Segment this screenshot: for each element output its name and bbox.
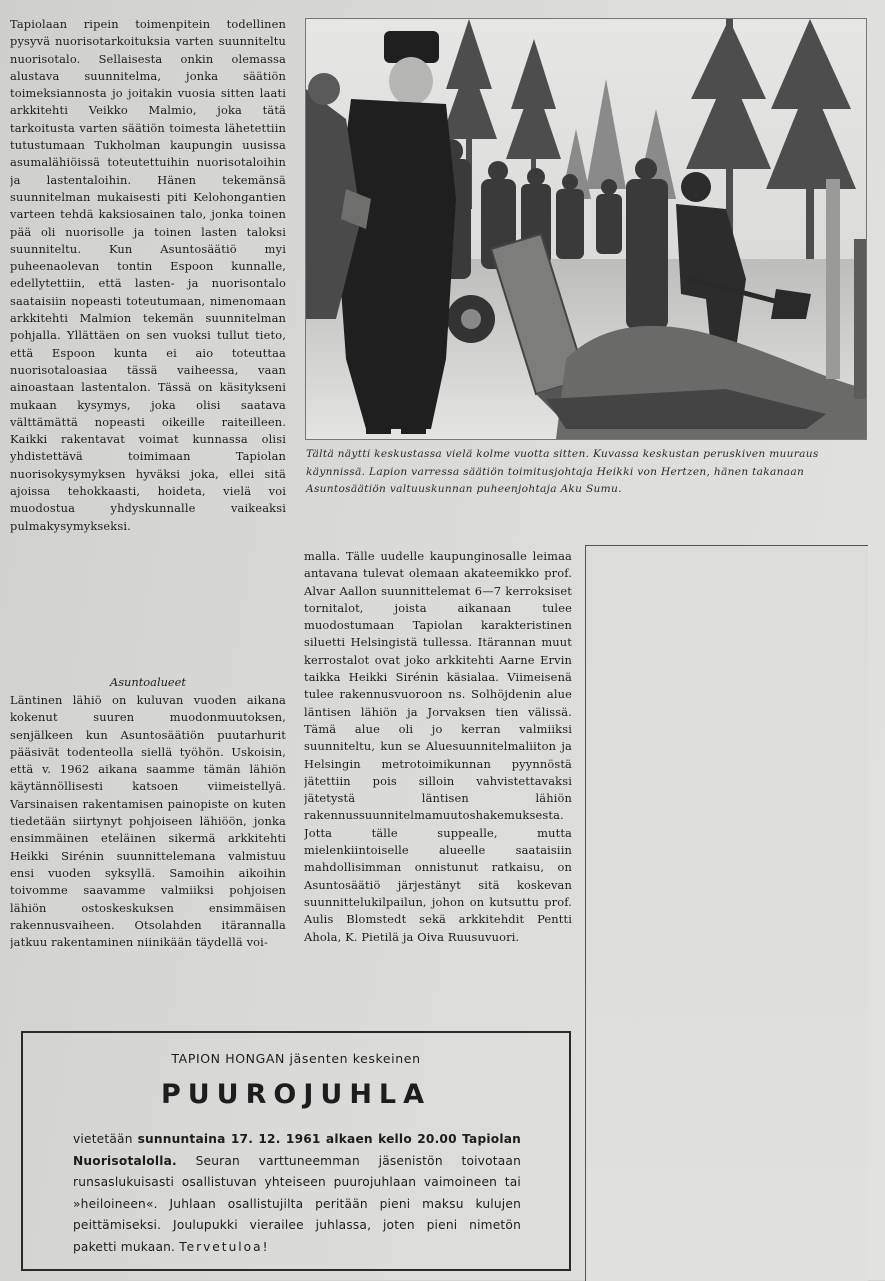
- announcement-closing: Tervetuloa!: [179, 1239, 270, 1254]
- blank-panel: [585, 545, 868, 1281]
- puurojuhla-announcement: [21, 1031, 571, 1271]
- announcement-date-place: sunnuntaina 17. 12. 1961 alkaen kello 20.00 Tapiolan Nuorisotalolla.: [73, 1132, 521, 1168]
- announcement-intro: vietetään: [73, 1132, 133, 1146]
- article-column-1-top: [10, 16, 286, 656]
- announcement-details: Seuran varttuneemman jäsenistön toivotaan runsaslukuisasti osallistuvan yhteiseen puurojuhlaan vaimoineen tai »heiloineen«. Juhlaan osallistujilta peritään pieni maksu kulujen peittämiseksi. Joulupukki vierailee juhlassa, joten pieni nimetön paketti mukaan.: [73, 1153, 521, 1254]
- announcement-subtitle: TAPION HONGAN jäsenten keskeinen: [171, 1051, 421, 1066]
- article-paragraph-continued: malla. Tälle uudelle kaupunginosalle leimaa antavana tulevat olemaan akateemikko prof. Alvar Aallon suunnittelemat 6—7 kerroksiset tornitalot, joista aikanaan tulee muodostumaan Tapiolan karakteristinen siluetti Helsingistä tullessa. Itärannan muut kerrostalot ovat joko arkkitehti Aarne Ervin taikka Heikki Sirénin käsialaa. Viimeisenä tulee rakennusvuoroon ns. Solhöjdenin alue läntisen lähiön ja Jorvaksen tien välissä. Tämä alue oli jo kerran valmiiksi suunniteltu, kun se Aluesuunnitelmaliiton ja Helsingin metrotoimikunnan pyynnöstä jätettiin pois silloin vahvistettavaksi jätetystä läntisen lähiön rakennussuunnitelmamuutoshakemuksesta. Jotta tälle suppealle, mutta mielenkiintoiselle alueelle saataisiin mahdollisimman onnistunut ratkaisu, on Asuntosäätiö järjestänyt sitä koskevan suunnittelukilpailun, johon on kutsuttu prof. Aulis Blomstedt sekä arkkitehdit Pentti Ahola, K. Pietilä ja Oiva Ruusuvuori.: [304, 549, 572, 944]
- announcement-body: [73, 1129, 521, 1259]
- article-paragraph-youth-house: Tapiolaan ripein toimenpitein todellinen pysyvä nuorisotarkoituksia varten suunniteltu nuorisotalo. Sellaisesta onkin olemassa alustava suunnitelma, jonka säätiön toimeksiannosta jo joitakin vuosia sitten laati arkkitehti Veikko Malmio, joka tätä tarkoitusta varten säätiön toimesta lähetettiin tutustumaan Tukholman kaupungin uusissa asumalähiöissä toteutettuihin nuorisotaloihin ja lastentaloihin. Hänen tekemänsä suunnitelman mukaisesti piti Kelohongantien varteen tehdä kaksiosainen talo, jonka toinen pää oli nuorisolle ja toinen lasten taloksi suunniteltu. Kun Asuntosäätiö myi puheenaolevan tontin Espoon kunnalle, edellytettiin, että lasten- ja nuorisontalo saataisiin nopeasti toteutumaan, nimenomaan arkkitehti Malmion tekemän suunnitelman pohjalla. Yllättäen on sen vuoksi tullut tieto, että Espoon kunta ei aio toteuttaa nuorisotaloasiaa tässä vaiheessa, vaan ainoastaan lastentalon. Tässä on käsitykseni mukaan kysymys, joka olisi saatava välttämättä nopeasti oikeille raiteilleen. Kaikki rakentavat voimat kunnassa olisi yhdistettävä toimimaan Tapiolan nuorisokysymyksen hyväksi joka, ellei sitä ajoissa tehokkaasti, hoideta, vielä voi muodostua yhdyskunnalle vaikeaksi pulmakysymykseksi.: [10, 17, 286, 533]
- article-column-1-bottom: [10, 692, 286, 1012]
- photo-caption: Tältä näytti keskustassa vielä kolme vuotta sitten. Kuvassa keskustan peruskiven muuraus käynnissä. Lapion varressa säätiön toimitusjohtaja Heikki von Hertzen, hänen takanaan Asuntosäätiön valtuuskunnan puheenjohtaja Aku Sumu.: [306, 448, 819, 495]
- section-subheading: Asuntoalueet: [109, 675, 186, 689]
- cornerstone-ceremony-photo: [305, 18, 867, 440]
- article-paragraph-residential-areas: Läntinen lähiö on kuluvan vuoden aikana kokenut suuren muodonmuutoksen, senjälkeen kun Asuntosäätiön puutarhurit pääsivät todenteolla siellä työhön. Uskoisin, että v. 1962 aikana saamme tämän lähiön käytännöllisesti katsoen viimeistellyä. Varsinaisen rakentamisen painopiste on kuten tiedetään siirtynyt pohjoiseen lähiöön, jonka ensimmäinen eteläinen sikermä arkkitehti Heikki Sirénin suunnittelemana valmistuu ensi vuoden syksyllä. Samoihin aikoihin toivomme saavamme valmiiksi pohjoisen lähiön ostoskeskuksen ensimmäisen rakennusvaiheen. Otsolahden itärannalla jatkuu rakentaminen niinikään täydellä voi-: [10, 693, 286, 950]
- article-column-2: [304, 548, 572, 1016]
- photo-illustration: [306, 19, 866, 439]
- announcement-title: PUUROJUHLA: [160, 1079, 432, 1110]
